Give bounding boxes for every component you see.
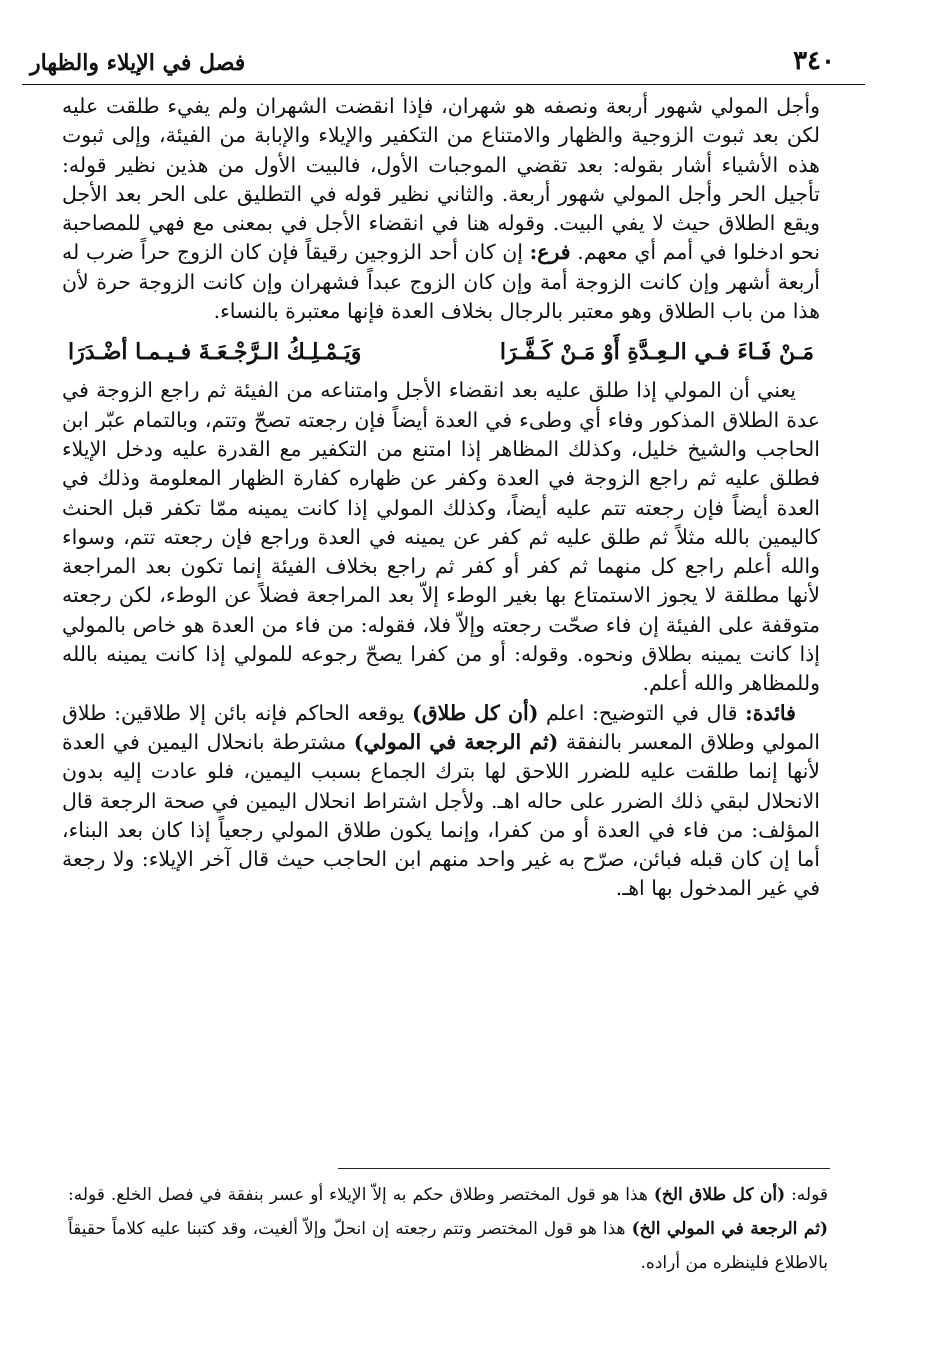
footnote-text-1: هذا هو قول المختصر وطلاق حكم به إلاّ الإيلاء أو عسر بنفقة في فصل الخلع. قوله: <box>68 1185 648 1205</box>
paragraph-1 <box>62 92 820 326</box>
far-label: فرع: <box>529 240 571 265</box>
paragraph-1-text: وأجل المولي شهور أربعة ونصفه هو شهران، فإذا انقضت الشهران ولم يفيء طلقت عليه لكن بعد ثبوت الزوجية والظهار والامتناع من التكفير والإيلاء والإبابة من الفيئة، وإلى ثبوت هذه الأشياء أشار بقوله: بعد تقضي الموجبات الأول، فالبيت الأول من هذين نظير قوله: تأجيل الحر وأجل المولي شهور أربعة. والثاني نظير قوله في التطليق على الحر بعد الأجل ويقع الطلاق حيث لا يفي البيت. وقوله هنا في انقضاء الأجل في بمعنى مع فهي للمصاحبة نحو ادخلوا في أمم أي معهم. <box>62 94 820 265</box>
paragraph-3-part-c: يوقعه الحاكم فإنه بائن إلا طلاقين: طلاق المولي وطلاق المعسر بالنفقة <box>62 700 820 754</box>
footnote-quote-2: (ثم الرجعة في المولي الخ) <box>631 1219 829 1239</box>
verse-line <box>68 328 814 376</box>
footnote-quote-1: (أن كل طلاق الخ) <box>653 1185 786 1205</box>
paragraph-1-rest: إن كان أحد الزوجين رقيقاً فإن كان الزوج حراً ضرب له أربعة أشهر وإن كانت الزوجة أمة وإن كان الزوج عبداً فشهران وإن كانت الزوجة حرة لأن هذا من باب الطلاق وهو معتبر بالرجال بخلاف العدة فإنها معتبرة بالنساء. <box>62 240 820 324</box>
main-text <box>62 92 820 904</box>
faida-label: فائدة: <box>745 700 796 725</box>
footnote-divider <box>338 1168 830 1169</box>
verse-first-hemistich: وَيَـمْـلِـكُ الـرَّجْـعَـةَ فـيـمـا أضْـدَرَا <box>68 339 362 366</box>
quote-return-mouli: (ثم الرجعة في المولي) <box>353 729 559 754</box>
running-title: فصل في الإيلاء والظهار <box>30 50 246 76</box>
page-header <box>22 44 865 85</box>
paragraph-3-part-a: قال في التوضيح: اعلم <box>546 700 738 725</box>
footnotes <box>68 1178 828 1280</box>
verse-second-hemistich: مَـنْ فَـاءَ فـي الـعِـدَّةِ أَوْ مَـنْ كَـفَّـرَا <box>499 339 814 366</box>
footnote-1 <box>68 1178 828 1280</box>
page-number: ٣٤٠ <box>793 46 835 76</box>
quote-every-divorce: (أن كل طلاق) <box>412 700 539 725</box>
paragraph-3-part-e: مشترطة بانحلال اليمين في العدة لأنها إنما طلقت عليه للضرر اللاحق لها بترك الجماع بسبب اليمين، فلو عادت إليه بدون الانحلال لبقي ذلك الضرر على حاله اهـ. ولأجل اشتراط انحلال اليمين في صحة الرجعة قال المؤلف: من فاء في العدة أو من كفرا، وإنما يكون طلاق المولي رجعياً إذا كان بعد البناء، أما إن كان قبله فبائن، صرّح به غير واحد منهم ابن الحاجب حيث قال آخر الإيلاء: ولا رجعة في غير المدخول بها اهـ. <box>62 729 820 901</box>
paragraph-3 <box>62 699 820 904</box>
paragraph-2: يعني أن المولي إذا طلق عليه بعد انقضاء الأجل وامتناعه من الفيئة ثم راجع الزوجة في عدة الطلاق المذكور وفاء أي وطىء في العدة أيضاً فإن رجعته تصحّ وتتم، وبالتمام عبّر ابن الحاجب والشيخ خليل، وكذلك المظاهر إذا امتنع من التكفير مع القدرة عليه ودخل الإيلاء فطلق عليه ثم راجع الزوجة في العدة وكفر عن ظهاره كفارة الظهار المعلومة وذلك في العدة أيضاً فإن رجعته تتم عليه أيضاً، وكذلك المولي إذا كانت يمينه ممّا تكفر قبل الحنث كاليمين بالله مثلاً ثم طلق عليه ثم كفر عن يمينه في العدة وراجع فإن رجعته تتم، وسواء والله أعلم راجع كل منهما ثم كفر أو كفر ثم راجع بخلاف الفيئة إنما تكون بعد المراجعة لأنها مطلقة لا يجوز الاستمتاع بها بغير الوطء إلاّ بعد المراجعة فضلاً عن الوطء، لكن رجعته متوقفة على الفيئة إن فاء صحّت رجعته وإلاّ فلا، فقوله: من فاء من العدة هو خاص بالمولي إذا كانت يمينه بطلاق ونحوه. وقوله: أو من كفرا يصحّ رجوعه للمولي إذا كانت يمينه بالله وللمظاهر والله أعلم. <box>62 378 820 696</box>
footnote-lead: قوله: <box>791 1185 828 1205</box>
footnote-text-2: هذا هو قول المختصر وتتم رجعته إن انحلّ وإلاّ ألغيت، وقد كتبنا عليه كلاماً حقيقاً بالاطلاع فلينظره من أراده. <box>68 1219 828 1273</box>
